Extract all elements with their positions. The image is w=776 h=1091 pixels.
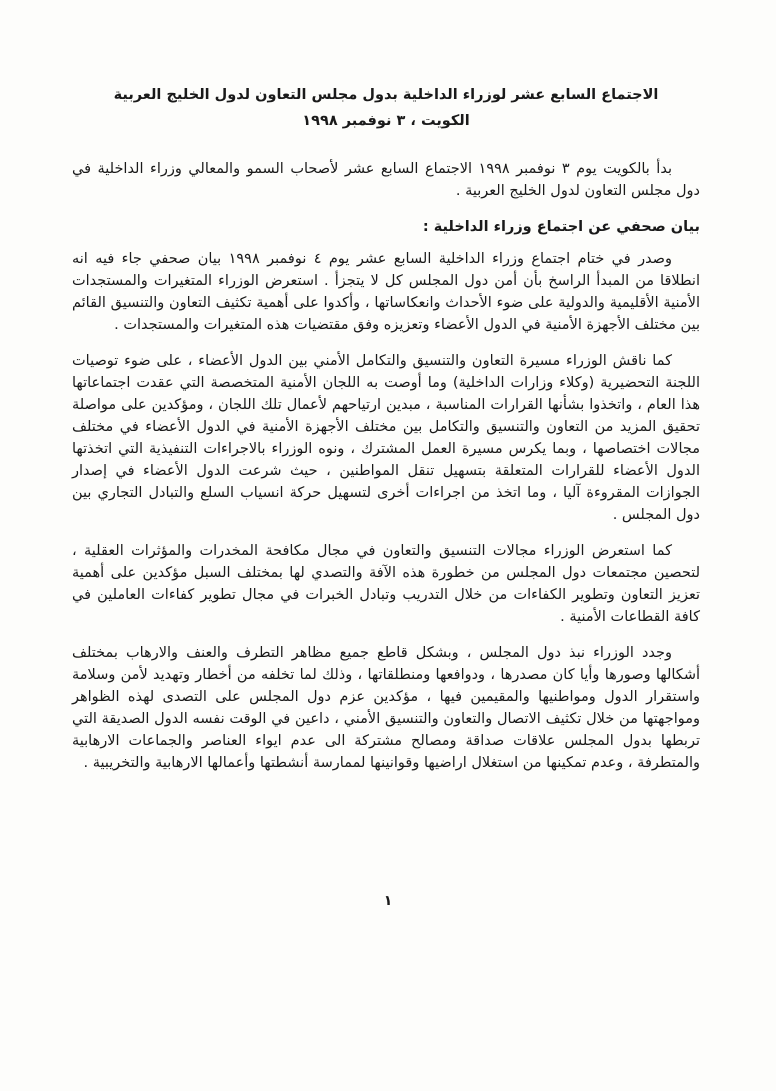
document-content bbox=[72, 82, 700, 788]
intro-paragraph: بدأ بالكويت يوم ٣ نوفمبر ١٩٩٨ الاجتماع السابع عشر لأصحاب السمو والمعالي وزراء الداخلية في دول مجلس التعاون لدول الخليج العربية . bbox=[72, 161, 700, 199]
body-paragraph-1: وصدر في ختام اجتماع وزراء الداخلية السابع عشر يوم ٤ نوفمبر ١٩٩٨ بيان صحفي جاء فيه انه انطلاقا من المبدأ الراسخ بأن أمن دول المجلس كل لا يتجزأ . استعرض الوزراء المتغيرات والمستجدات الأمنية الأقليمية والدولية على ضوء الأحداث وانعكاساتها ، وأكدوا على أهمية تكثيف التعاون والتنسيق القائم بين مختلف الأجهزة الأمنية في الدول الأعضاء وتعزيزه وفق مقتضيات هذه المتغيرات والمستجدات . bbox=[72, 251, 700, 333]
body-paragraph-3: كما استعرض الوزراء مجالات التنسيق والتعاون في مجال مكافحة المخدرات والمؤثرات العقلية ، لتحصين مجتمعات دول المجلس من خطورة هذه الآفة والتصدي لها بمختلف السبل مؤكدين على أهمية تعزيز التعاون وتطوير الكفاءات من خلال التدريب وتبادل الخبرات في مجال تطوير كفاءات العاملين في كافة القطاعات الأمنية . bbox=[72, 543, 700, 625]
title-line-2: الكويت ، ٣ نوفمبر ١٩٩٨ bbox=[302, 113, 470, 129]
section-heading: بيان صحفي عن اجتماع وزراء الداخلية : bbox=[422, 219, 700, 235]
body-paragraph-4: وجدد الوزراء نبذ دول المجلس ، وبشكل قاطع جميع مظاهر التطرف والعنف والارهاب بمختلف أشكالها وصورها وأيا كان مصدرها ، ودوافعها ومنطلقاتها ، وذلك لما تخلفه من أخطار وتهديد لأمن وسلامة واستقرار الدول ومواطنيها والمقيمين فيها ، مؤكدين عزم دول المجلس على التصدى لهذه الظواهر ومواجهتها من خلال تكثيف الاتصال والتعاون والتنسيق الأمني ، داعين في الوقت نفسه الدول الصديقة التي تربطها بدول المجلس علاقات صداقة ومصالح مشتركة الى عدم ايواء العناصر والجماعات الارهابية والمتطرفة ، وعدم تمكينها من استغلال اراضيها وقوانينها لممارسة أنشطتها وأعمالها الارهابية والتخريبية . bbox=[72, 645, 700, 771]
body-paragraph-2: كما ناقش الوزراء مسيرة التعاون والتنسيق والتكامل الأمني بين الدول الأعضاء ، على ضوء توصيات اللجنة التحضيرية (وكلاء وزارات الداخلية) وما أوصت به اللجان الأمنية المتخصصة التي عقدت اجتماعاتها هذا العام ، واتخذوا بشأنها القرارات المناسبة ، مبدين ارتياحهم لأعمال تلك اللجان ، ومؤكدين على مواصلة تحقيق المزيد من التعاون والتنسيق والتكامل بين مختلف الأجهزة الأمنية في الدول الأعضاء في مختلف مجالات اختصاصها ، وبما يكرس مسيرة العمل المشترك ، ونوه الوزراء بالاجراءات التنفيذية التي اتخذتها الدول الأعضاء للقرارات المتعلقة بتسهيل تنقل المواطنين ، حيث شرعت الدول الأعضاء في إصدار الجوازات المقروءة آليا ، وما اتخذ من اجراءات أخرى لتسهيل حركة انسياب السلع والتبادل التجاري بين دول المجلس . bbox=[72, 353, 700, 523]
title-line-1: الاجتماع السابع عشر لوزراء الداخلية بدول مجلس التعاون لدول الخليج العربية bbox=[113, 87, 659, 103]
document-title bbox=[72, 82, 700, 134]
page-number: ١ bbox=[383, 893, 393, 909]
